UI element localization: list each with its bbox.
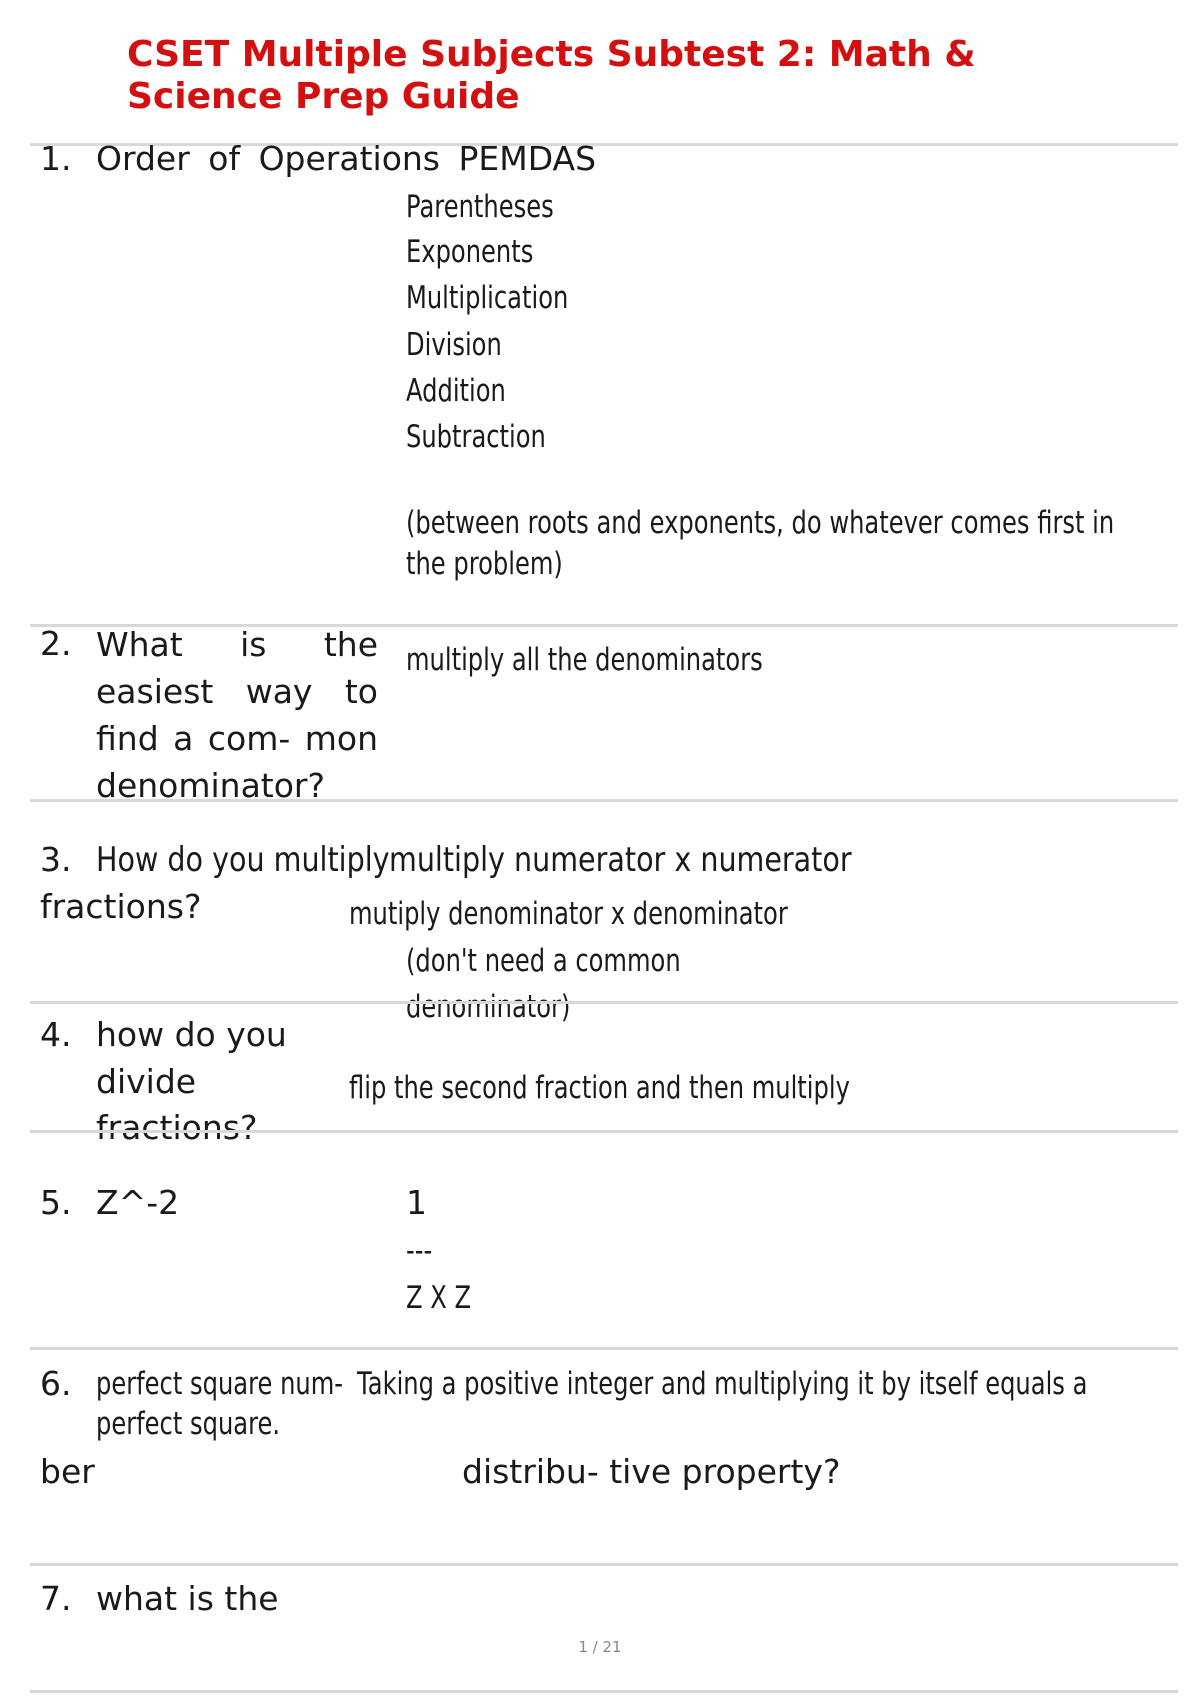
answer-line: Division [406, 327, 502, 363]
page-indicator: 1 / 21 [578, 1638, 622, 1656]
card-divider [30, 1001, 1178, 1004]
card-number: 7. [40, 1579, 72, 1618]
card-divider [30, 1347, 1178, 1350]
answer-line: Subtraction [406, 419, 546, 455]
card-answer-denominator: Z X Z [406, 1280, 472, 1316]
card-answer-fraction-bar: --- [406, 1233, 433, 1269]
answer-line: Multiplication [406, 280, 569, 316]
document-title: CSET Multiple Subjects Subtest 2: Math & Science Prep Guide [127, 34, 976, 117]
card-question-cont: ber [40, 1452, 95, 1491]
card-divider [30, 1130, 1178, 1133]
card-question-cont: fractions? [40, 887, 202, 926]
card-question: Z^-2 [96, 1183, 180, 1222]
card-answer-line: (don't need a common [406, 943, 681, 979]
card-number: 5. [40, 1183, 72, 1222]
card-number: 1. [40, 139, 72, 178]
card-question: Order of Operations PEMDAS [96, 139, 597, 178]
answer-line: Addition [406, 373, 506, 409]
card-answer-line: denominator) [406, 989, 571, 1025]
card-question-line: fractions? [96, 1108, 258, 1147]
card-question: What is the easiest way to find a com- mon denominator? [96, 625, 378, 805]
card-answer-line: mutiply denominator x denominator [349, 896, 788, 932]
card-number: 3. [40, 840, 72, 879]
card-question: perfect square num- [96, 1366, 344, 1402]
card-number: 6. [40, 1364, 72, 1403]
card-divider [30, 1690, 1178, 1693]
card-answer-numerator: 1 [406, 1183, 427, 1222]
card-divider [30, 1563, 1178, 1566]
answer-note: (between roots and exponents, do whatever comes first in the problem) [406, 505, 1115, 582]
card-question: how do you [96, 1015, 287, 1054]
card-answer: Taking a positive integer and multiplying it by itself equals a [357, 1366, 1088, 1402]
answer-line: Parentheses [406, 189, 554, 225]
card-number: 2. [40, 624, 72, 663]
answer-line: Exponents [406, 234, 534, 270]
card-question-line: divide [96, 1062, 197, 1101]
card-answer-cont: perfect square. [96, 1406, 281, 1442]
card-number: 4. [40, 1015, 72, 1054]
card-answer: multiply all the denominators [406, 642, 763, 678]
card-divider [30, 799, 1178, 802]
card-question: what is the [96, 1579, 279, 1618]
card-answer: flip the second fraction and then multiply [349, 1070, 850, 1106]
card-question: How do you multiply [96, 840, 390, 880]
card-answer: multiply numerator x numerator [389, 840, 852, 880]
overflow-question-text: distribu- tive property? [462, 1452, 841, 1491]
